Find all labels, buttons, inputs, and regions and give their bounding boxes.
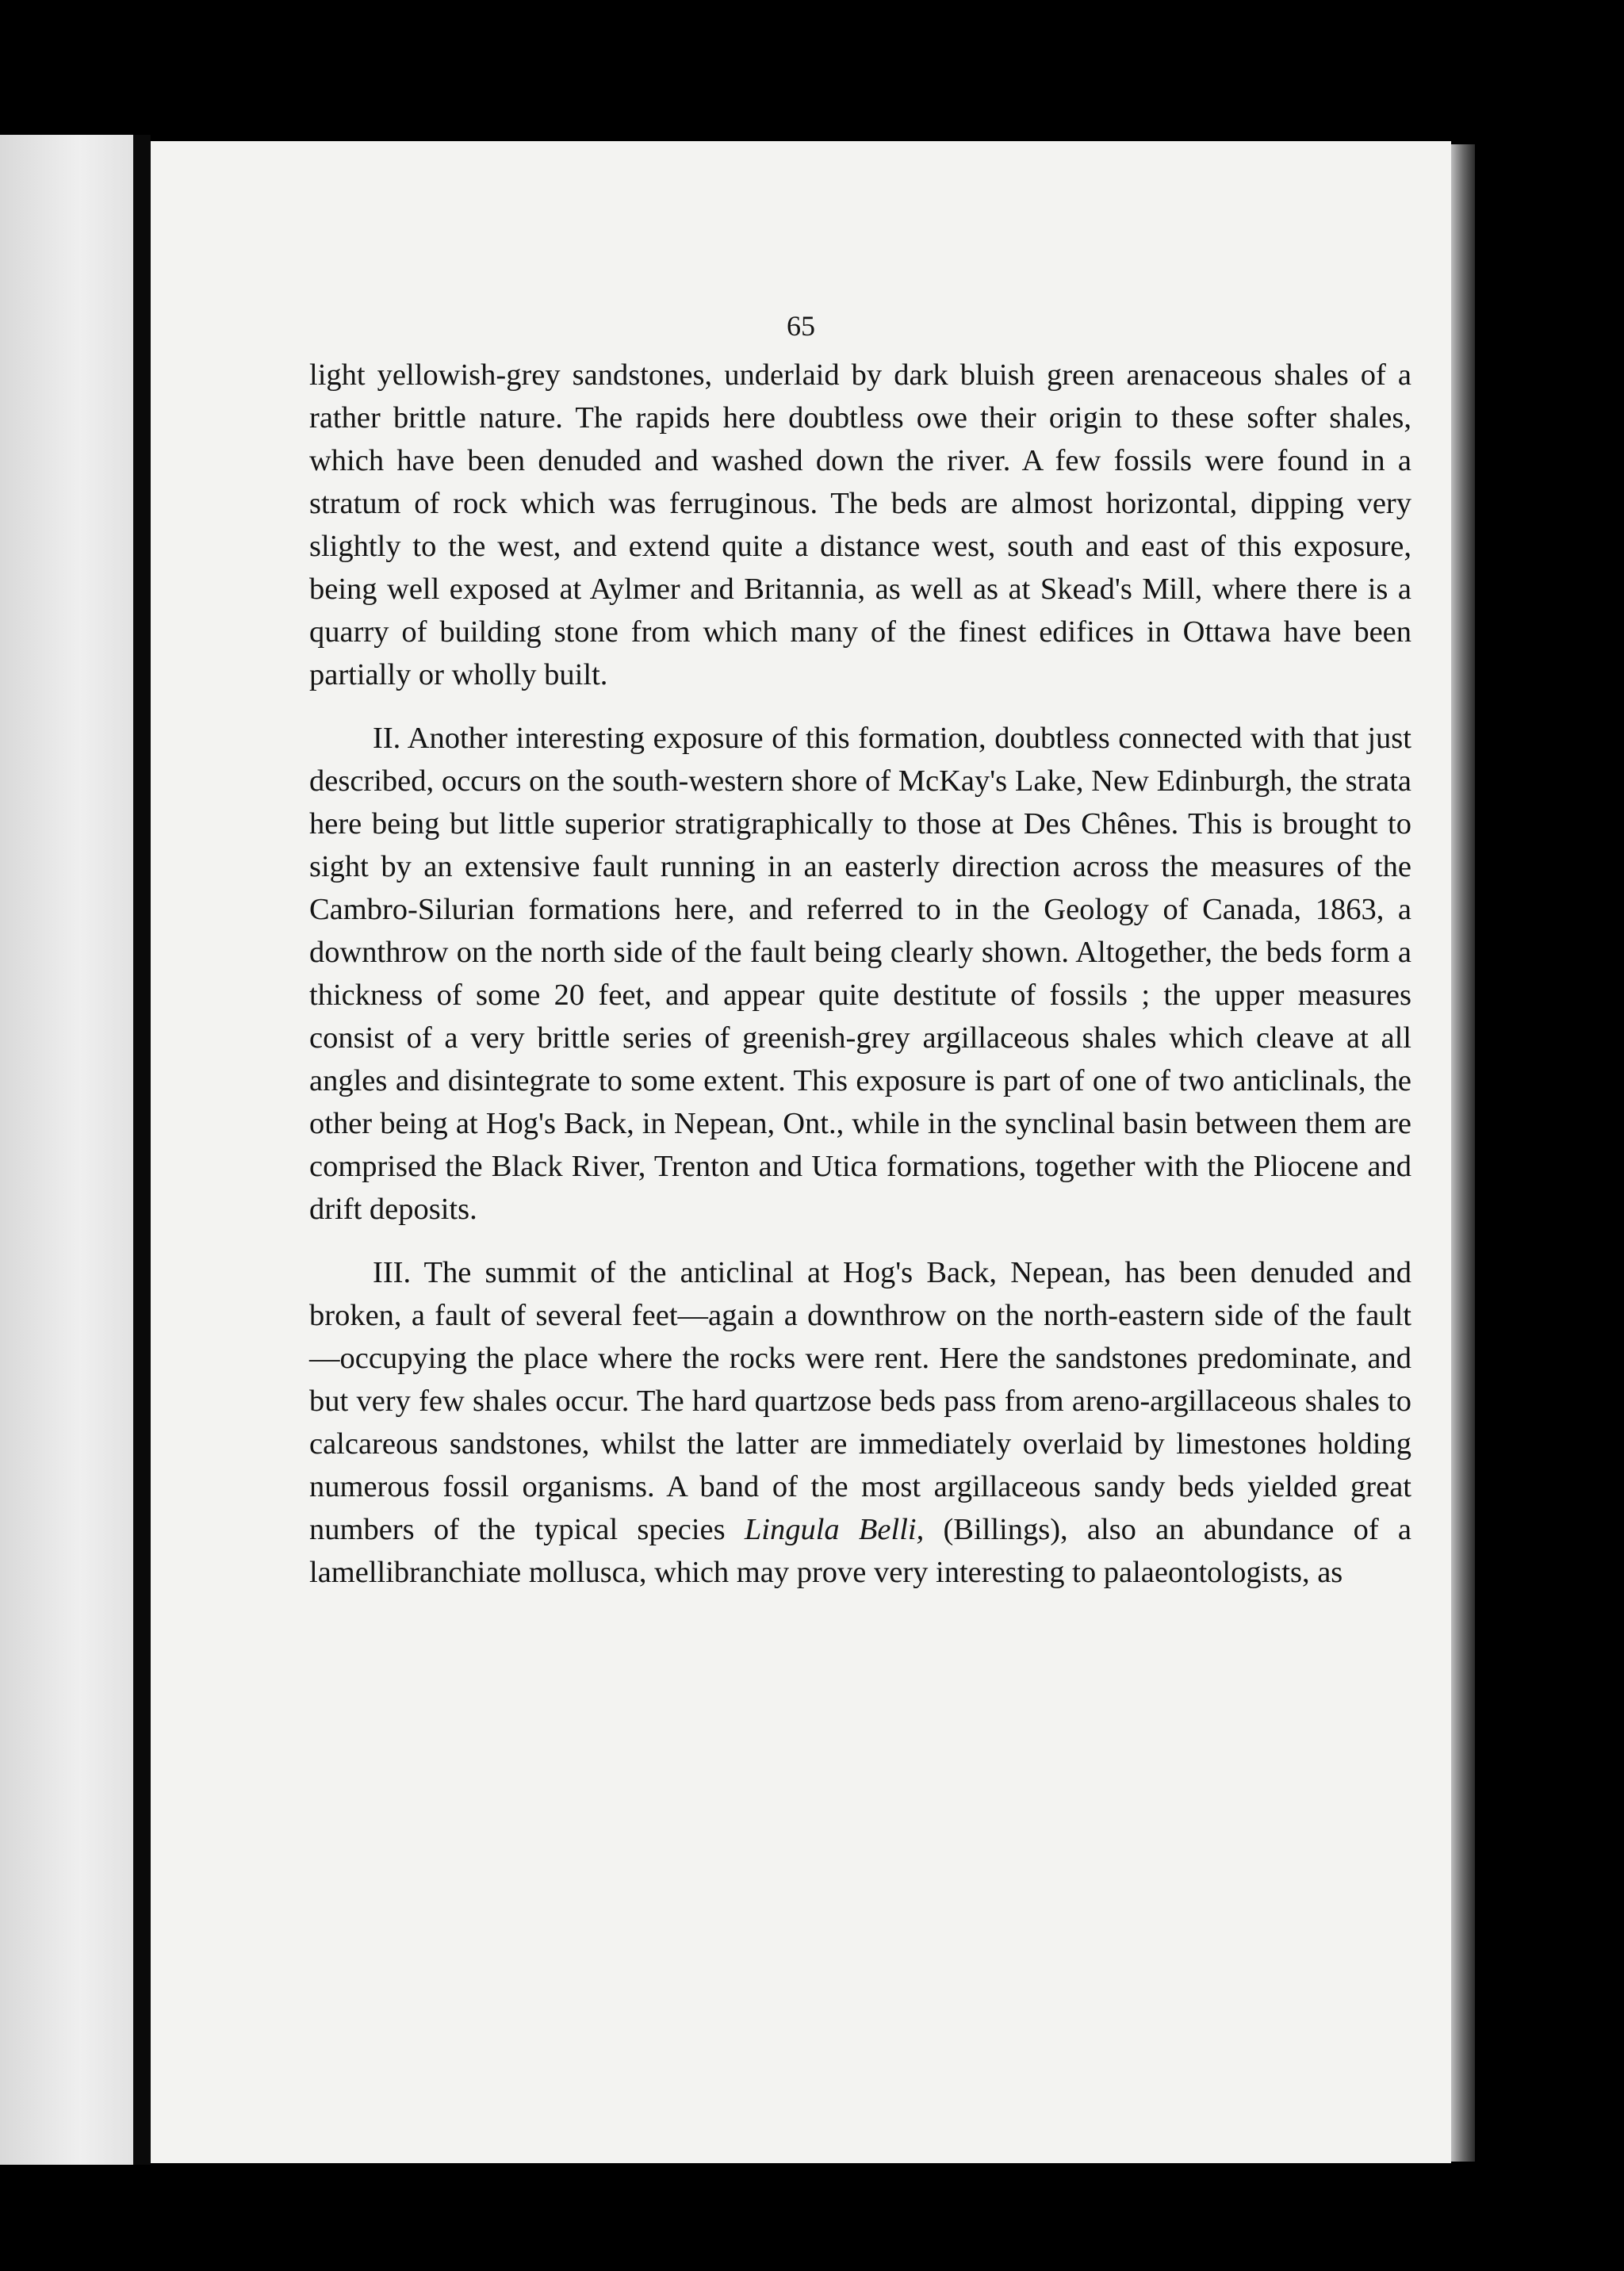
page-stack-edge — [1451, 144, 1475, 2162]
paragraph-text-after: (Billings), also an abundance of a lamellibranchiate mollusca, which may prove very interesting to palaeontologists, as — [309, 1513, 1411, 1589]
paragraph-section-ii: II. Another interesting exposure of this formation, doubtless connected with that just described, occurs on the south-western shore of McKay's Lake, New Edinburgh, the strata here being but little superior stratigraphically to those at Des Chênes. This is brought to sight by an extensive fault running in an easterly direction across the measures of the Cambro-Silurian formations here, and referred to in the Geology of Canada, 1863, a downthrow on the north side of the fault being clearly shown. Altogether, the beds form a thickness of some 20 feet, and appear quite destitute of fossils ; the upper measures consist of a very brittle series of greenish-grey argillaceous shales which cleave at all angles and disintegrate to some extent. This exposure is part of one of two anticlinals, the other being at Hog's Back, in Nepean, Ont., while in the synclinal basin between them are comprised the Black River, Trenton and Utica formations, together with the Pliocene and drift deposits. — [309, 722, 1411, 1226]
book-gutter — [133, 135, 151, 2165]
page-body — [309, 354, 1411, 1594]
species-name: Lingula Belli, — [744, 1513, 925, 1546]
previous-page-edge — [0, 135, 133, 2165]
paragraph-section-iii — [309, 1251, 1411, 1594]
book-page — [151, 141, 1451, 2163]
page-number: 65 — [787, 310, 815, 342]
paragraph-text-before: III. The summit of the anticlinal at Hog's Back, Nepean, has been denuded and broken, a fault of several feet—again a downthrow on the north-eastern side of the fault—occupying the place where the rocks were rent. Here the sandstones predominate, and but very few shales occur. The hard quartzose beds pass from areno-argillaceous shales to calcareous sandstones, whilst the latter are immediately overlaid by limestones holding numerous fossil organisms. A band of the most argillaceous sandy beds yielded great numbers of the typical species — [309, 1256, 1411, 1546]
paragraph-continuation: light yellowish-grey sandstones, underlaid by dark bluish green arenaceous shales of a rather brittle nature. The rapids here doubtless owe their origin to these softer shales, which have been denuded and washed down the river. A few fossils were found in a stratum of rock which was ferruginous. The beds are almost horizontal, dipping very slightly to the west, and extend quite a distance west, south and east of this exposure, being well exposed at Aylmer and Britannia, as well as at Skead's Mill, where there is a quarry of building stone from which many of the finest edifices in Ottawa have been partially or wholly built. — [309, 358, 1411, 691]
